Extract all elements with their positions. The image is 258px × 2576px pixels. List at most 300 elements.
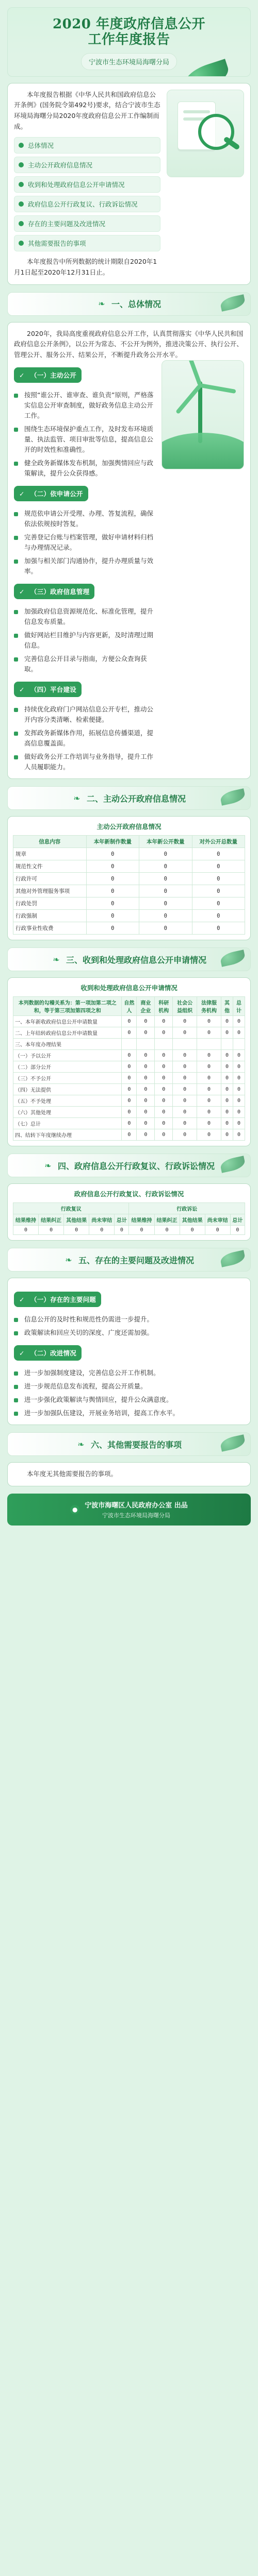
table-cell: 0 [173, 1129, 197, 1141]
intro-paragraph-2: 本年度报告中所列数据的统计期限自2020年1月1日起至2020年12月31日止。 [14, 258, 157, 276]
bullet-icon [14, 394, 18, 398]
table-cell [221, 1039, 233, 1050]
table-cell: 0 [221, 1084, 233, 1095]
toc-item[interactable] [14, 137, 160, 154]
table-cell: 0 [129, 1226, 154, 1235]
table-cell: 0 [197, 1050, 221, 1061]
bullet-list [14, 509, 155, 577]
table-cell: 三、本年度办理结果 [13, 1039, 122, 1050]
section-6-card [7, 1462, 251, 1486]
list-item [14, 654, 155, 674]
table-cell: 0 [180, 1226, 205, 1235]
leaf-icon [181, 59, 232, 77]
table-row [13, 1061, 245, 1073]
table-cell: 0 [155, 1061, 173, 1073]
table-cell: 0 [233, 1107, 245, 1118]
location-pin-icon: ● [70, 1505, 79, 1514]
table-cell: （三）不予公开 [13, 1073, 122, 1084]
table-cell: 0 [197, 1129, 221, 1141]
toc-item[interactable] [14, 215, 160, 232]
list-text: 进一步加强队伍建设，开展业务培训，提高工作水平。 [24, 1409, 180, 1417]
table-cell: 0 [137, 1107, 155, 1118]
table-cell: 0 [86, 873, 139, 885]
leaf-icon [219, 950, 246, 967]
table-cell: （二）部分公开 [13, 1061, 122, 1073]
table-cell: 0 [137, 1129, 155, 1141]
table-cell: 0 [13, 1226, 39, 1235]
table-cell: 0 [122, 1129, 137, 1141]
table-cell: 一、本年新收政府信息公开申请数量 [13, 1016, 122, 1027]
table-cell: 0 [39, 1226, 64, 1235]
table-cell: 0 [192, 910, 245, 922]
table-cell: 0 [197, 1107, 221, 1118]
table-row [13, 1016, 245, 1027]
list-text: 做好网站栏目维护与内容更新，及时清理过期信息。 [24, 631, 154, 650]
table-row [13, 1073, 245, 1084]
section-title: 五、存在的主要问题及改进情况 [78, 1255, 194, 1265]
turbine-blade-icon [186, 360, 202, 386]
bullet-icon [19, 221, 24, 226]
bullet-icon [19, 182, 24, 187]
table-cell [173, 1039, 197, 1050]
table-subheader: 结果纠正 [39, 1214, 64, 1226]
section-2-table-card [7, 816, 251, 940]
table-cell [197, 1039, 221, 1050]
page-title-line1: 2020 年度政府信息公开 [53, 16, 205, 32]
list-text: 健全政务新媒体发布机制，加强舆情回应与政策解读，提升公众获得感。 [24, 459, 154, 478]
table-cell: 0 [139, 922, 192, 935]
table-cell: 0 [173, 1084, 197, 1095]
table-cell: 0 [173, 1095, 197, 1107]
leaf-icon [219, 1250, 246, 1267]
intro-card [7, 83, 251, 285]
table-cell: 0 [122, 1095, 137, 1107]
bullet-list [14, 390, 155, 479]
table-cell: 0 [221, 1107, 233, 1118]
table-cell: 0 [192, 897, 245, 910]
table-cell: 0 [155, 1073, 173, 1084]
table-cell: 0 [86, 910, 139, 922]
section-banner-3 [7, 947, 251, 971]
table-cell: （六）其他处理 [13, 1107, 122, 1118]
table-cell: 其他对外管理服务事项 [13, 885, 87, 897]
table-header: 商业企业 [137, 997, 155, 1016]
table-header: 本年新制作数量 [86, 836, 139, 848]
bullet-icon [14, 536, 18, 540]
table-cell [233, 1039, 245, 1050]
subheading-label: （三）政府信息管理 [30, 588, 90, 596]
check-icon: ✓ [19, 371, 25, 380]
table-cell: 行政处罚 [13, 897, 87, 910]
footer-line-1: 宁波市海曙区人民政府办公室 出品 [85, 1502, 188, 1510]
table-cell: 0 [173, 1016, 197, 1027]
section-1-left [14, 360, 155, 772]
proactive-disclosure-table [13, 835, 245, 935]
list-text: 进一步规范信息发布流程，提高公开质量。 [24, 1382, 147, 1391]
leaf-icon: ❧ [98, 299, 105, 309]
subheading [14, 1292, 101, 1307]
list-text: 加强政府信息资源规范化、标准化管理，提升信息发布质量。 [24, 607, 154, 626]
section-1-paragraph: 2020年，我局高度重视政府信息公开工作，认真贯彻落实《中华人民共和国政府信息公开条例》，以公开为常态、不公开为例外，推进决策公开、执行公开、管理公开、服务公开、结果公开，不断提升政务公开水平。 [14, 329, 244, 359]
toc-label: 存在的主要问题及改进情况 [28, 220, 106, 228]
wind-turbine-illustration [162, 360, 244, 469]
table-cell: 0 [233, 1016, 245, 1027]
table-cell: 0 [233, 1027, 245, 1039]
toc-item[interactable] [14, 196, 160, 212]
list-text: 围绕生态环境保护重点工作，及时发布环境质量、执法监管、项目审批等信息，提高信息公开的时效性和准确性。 [24, 425, 154, 454]
list-item [14, 390, 155, 421]
list-item [14, 728, 155, 749]
table-row [13, 1129, 245, 1141]
table-cell: 0 [233, 1129, 245, 1141]
table-subheader: 结果维持 [13, 1214, 39, 1226]
section-title: 一、总体情况 [111, 299, 161, 310]
table-cell: 0 [154, 1226, 180, 1235]
subheading [14, 367, 82, 383]
table-subheader: 结果维持 [129, 1214, 154, 1226]
bullet-icon [14, 634, 18, 638]
list-text: 完善信息公开目录与指南，方便公众查询获取。 [24, 655, 147, 673]
section-title: 四、政府信息公开行政复议、行政诉讼情况 [57, 1161, 215, 1171]
list-text: 持续优化政府门户网站信息公开专栏，推动公开内容分类清晰、检索便捷。 [24, 705, 154, 724]
subheading-label: （一）主动公开 [30, 371, 76, 380]
table-cell: 0 [122, 1107, 137, 1118]
table-cell: 0 [139, 848, 192, 860]
section-3-table-card [7, 977, 251, 1146]
table-cell: 0 [197, 1084, 221, 1095]
table-cell: 0 [192, 860, 245, 873]
table-cell: （一）予以公开 [13, 1050, 122, 1061]
list-item [14, 458, 155, 479]
hill-icon [162, 433, 244, 469]
toc-label: 其他需要报告的事项 [28, 240, 86, 248]
table-subheader: 总计 [115, 1214, 129, 1226]
table-cell: 行政事业性收费 [13, 922, 87, 935]
leaf-icon [219, 1435, 246, 1452]
table-row [13, 1118, 245, 1129]
table-cell: 四、结转下年度继续办理 [13, 1129, 122, 1141]
check-icon: ✓ [19, 1349, 25, 1358]
toc-label: 主动公开政府信息情况 [28, 161, 93, 170]
table-cell: 0 [86, 860, 139, 873]
bullet-icon [14, 755, 18, 759]
list-item [14, 1328, 244, 1338]
table-header-row [13, 836, 245, 848]
table-cell [122, 1039, 137, 1050]
table-cell: 0 [173, 1118, 197, 1129]
table-cell: 0 [221, 1027, 233, 1039]
section-5-card [7, 1278, 251, 1425]
subheading [14, 1345, 82, 1361]
table-title: 政府信息公开行政复议、行政诉讼情况 [74, 1190, 184, 1198]
list-item [14, 424, 155, 455]
table-cell: 0 [197, 1073, 221, 1084]
table-cell: 0 [139, 873, 192, 885]
table-cell: 0 [137, 1073, 155, 1084]
publisher-name: 宁波市生态环境局海曙分局 [88, 58, 169, 66]
table-cell: 0 [155, 1107, 173, 1118]
table-cell: 0 [197, 1016, 221, 1027]
table-row [13, 1095, 245, 1107]
table-cell: 0 [233, 1061, 245, 1073]
table-cell: 0 [197, 1118, 221, 1129]
subheading [14, 584, 94, 599]
table-cell: 0 [221, 1061, 233, 1073]
table-cell: 0 [230, 1226, 245, 1235]
table-header: 其他 [221, 997, 233, 1016]
check-icon: ✓ [19, 490, 25, 498]
table-cell: 二、上年结转政府信息公开申请数量 [13, 1027, 122, 1039]
table-subheader: 总计 [230, 1214, 245, 1226]
table-cell: 0 [122, 1027, 137, 1039]
leaf-icon: ❧ [44, 1160, 52, 1171]
table-cell: 0 [192, 848, 245, 860]
toc-label: 收到和处理政府信息公开申请情况 [28, 181, 125, 189]
list-item [14, 532, 155, 553]
table-row [13, 1050, 245, 1061]
table-cell: 0 [221, 1129, 233, 1141]
footer-text [85, 1500, 188, 1519]
leaf-icon: ❧ [65, 1255, 72, 1265]
leaf-icon [219, 789, 246, 806]
table-header: 科研机构 [155, 997, 173, 1016]
list-text: 进一步强化政策解读与舆情回应，提升公众满意度。 [24, 1396, 173, 1404]
toc-item[interactable] [14, 235, 160, 251]
page-title-line2: 工作年度报告 [88, 31, 170, 47]
section-1-two-col [14, 360, 244, 772]
subheading-label: （二）依申请公开 [30, 490, 83, 498]
bullet-icon [14, 610, 18, 614]
bullet-icon [14, 657, 18, 662]
table-header: 信息内容 [13, 836, 87, 848]
table-cell: 0 [233, 1073, 245, 1084]
list-item [14, 606, 155, 627]
table-cell: 0 [221, 1050, 233, 1061]
section-banner-4 [7, 1154, 251, 1177]
table-row [13, 1084, 245, 1095]
section-banner-6 [7, 1432, 251, 1456]
list-text: 规范依申请公开受理、办理、答复流程，确保依法依规按时答复。 [24, 510, 154, 528]
table-header: 社会公益组织 [173, 997, 197, 1016]
table-cell [155, 1039, 173, 1050]
section-banner-2 [7, 786, 251, 810]
toc-item[interactable] [14, 176, 160, 193]
table-cell: 0 [155, 1129, 173, 1141]
table-header-row [13, 1203, 245, 1214]
table-header: 总计 [233, 997, 245, 1016]
appeals-table [13, 1202, 245, 1235]
table-cell: 0 [173, 1107, 197, 1118]
table-cell: 0 [197, 1027, 221, 1039]
table-row [13, 873, 245, 885]
section-4-table-card [7, 1183, 251, 1241]
table-cell: 规范性文件 [13, 860, 87, 873]
table-cell: 规章 [13, 848, 87, 860]
table-cell: 0 [155, 1027, 173, 1039]
table-cell: 0 [139, 885, 192, 897]
table-cell: 0 [139, 897, 192, 910]
bullet-icon [19, 201, 24, 207]
section-1-card [7, 322, 251, 779]
list-text: 做好政务公开工作培训与业务指导，提升工作人员履职能力。 [24, 753, 154, 771]
table-subheader: 其他结果 [64, 1214, 89, 1226]
table-title: 收到和处理政府信息公开申请情况 [80, 984, 178, 992]
subheading-label: （一）存在的主要问题 [30, 1296, 96, 1304]
bullet-icon [14, 1412, 18, 1416]
requests-table [13, 996, 245, 1141]
bullet-icon [14, 708, 18, 712]
table-cell: 0 [155, 1050, 173, 1061]
table-cell: 0 [197, 1095, 221, 1107]
table-cell: 0 [86, 922, 139, 935]
section-banner-5 [7, 1248, 251, 1272]
table-header: 本列数据的勾稽关系为：第一项加第二项之和，等于第三项加第四项之和 [13, 997, 122, 1016]
table-cell: 0 [221, 1016, 233, 1027]
list-item [14, 1368, 244, 1378]
table-row [13, 1027, 245, 1039]
table-cell: 0 [122, 1084, 137, 1095]
table-title: 主动公开政府信息情况 [96, 823, 162, 831]
table-cell: 0 [122, 1118, 137, 1129]
toc-item[interactable] [14, 157, 160, 173]
list-text: 进一步加强制度建设，完善信息公开工作机制。 [24, 1369, 160, 1377]
table-header: 对外公开总数量 [192, 836, 245, 848]
subheading-label: （二）改进情况 [30, 1349, 76, 1358]
list-item [14, 704, 155, 725]
table-cell: 0 [233, 1084, 245, 1095]
subheading [14, 682, 82, 697]
bullet-icon [14, 512, 18, 516]
check-icon: ✓ [19, 588, 25, 596]
bullet-icon [14, 1331, 18, 1335]
table-row [13, 885, 245, 897]
table-cell: 0 [64, 1226, 89, 1235]
table-header: 行政诉讼 [129, 1203, 245, 1214]
table-cell: 0 [197, 1061, 221, 1073]
table-cell: 0 [115, 1226, 129, 1235]
table-cell: 0 [139, 910, 192, 922]
list-item [14, 1408, 244, 1418]
turbine-blade-icon [200, 383, 236, 394]
table-cell: 行政许可 [13, 873, 87, 885]
table-cell: 0 [155, 1084, 173, 1095]
leaf-icon: ❧ [53, 954, 60, 964]
table-cell: 0 [173, 1061, 197, 1073]
table-cell: 行政强制 [13, 910, 87, 922]
table-row [13, 897, 245, 910]
table-cell: 0 [86, 885, 139, 897]
bullet-list [14, 704, 155, 772]
table-header-row [13, 997, 245, 1016]
table-cell: 0 [137, 1118, 155, 1129]
bullet-icon [14, 1385, 18, 1389]
list-text: 政策解读和回应关切的深度、广度还需加强。 [24, 1329, 154, 1337]
intro-text [14, 90, 160, 278]
list-text: 完善登记台账与档案管理，做好申请材料归档与办理情况记录。 [24, 533, 154, 552]
section-6-paragraph: 本年度无其他需要报告的事项。 [27, 1470, 118, 1478]
table-row [13, 1107, 245, 1118]
footer [7, 1494, 251, 1526]
table-row [13, 910, 245, 922]
table-cell: 0 [233, 1095, 245, 1107]
table-cell: 0 [137, 1027, 155, 1039]
list-text: 按照“谁公开、谁审查、谁负责”原则，严格落实信息公开审查制度，做好政务信息主动公开工作。 [24, 391, 154, 420]
table-subheader: 尚未审结 [89, 1214, 115, 1226]
table-cell: 0 [139, 860, 192, 873]
table-cell: 0 [221, 1095, 233, 1107]
bullet-icon [19, 143, 24, 148]
table-row [13, 922, 245, 935]
table-row [13, 860, 245, 873]
table-subheader: 尚未审结 [205, 1214, 230, 1226]
list-item [14, 1395, 244, 1405]
toc-label: 政府信息公开行政复议、行政诉讼情况 [28, 200, 138, 209]
table-cell: 0 [192, 873, 245, 885]
list-text: 加强与相关部门沟通协作，提升办理质量与效率。 [24, 557, 154, 575]
list-item [14, 752, 155, 772]
table-cell: 0 [89, 1226, 115, 1235]
subheading-label: （四）平台建设 [30, 686, 76, 694]
section-title: 三、收到和处理政府信息公开申请情况 [66, 955, 206, 965]
table-cell [137, 1039, 155, 1050]
list-item [14, 1314, 244, 1325]
table-cell: 0 [86, 848, 139, 860]
table-cell: 0 [137, 1016, 155, 1027]
leaf-decoration [168, 54, 251, 77]
table-header: 行政复议 [13, 1203, 129, 1214]
section-title: 六、其他需要报告的事项 [90, 1439, 182, 1450]
bullet-icon [14, 732, 18, 736]
intro-grid [14, 90, 244, 278]
table-cell: 0 [122, 1061, 137, 1073]
table-cell: 0 [233, 1118, 245, 1129]
report-header [7, 7, 251, 77]
table-cell: （七）总计 [13, 1118, 122, 1129]
table-cell: 0 [205, 1226, 230, 1235]
table-cell: 0 [137, 1095, 155, 1107]
leaf-icon [219, 294, 246, 311]
table-cell: 0 [122, 1050, 137, 1061]
section-title: 二、主动公开政府信息情况 [86, 793, 186, 804]
table-cell: 0 [155, 1118, 173, 1129]
table-header: 法律服务机构 [197, 997, 221, 1016]
table-cell: 0 [137, 1050, 155, 1061]
leaf-icon [219, 1156, 246, 1173]
bullet-icon [14, 1371, 18, 1376]
table-cell: 0 [173, 1027, 197, 1039]
table-header: 本年新公开数量 [139, 836, 192, 848]
section-banner-1 [7, 292, 251, 316]
table-cell: （五）不予处理 [13, 1095, 122, 1107]
bullet-icon [14, 428, 18, 432]
table-cell: 0 [122, 1073, 137, 1084]
list-item [14, 630, 155, 651]
publisher-chip [81, 53, 177, 70]
bullet-icon [14, 462, 18, 466]
bullet-icon [19, 241, 24, 246]
list-item [14, 1381, 244, 1392]
list-item [14, 556, 155, 577]
table-row [13, 1226, 245, 1235]
toc-label: 总体情况 [28, 142, 54, 150]
bullet-icon [14, 1398, 18, 1402]
table-subheader: 其他结果 [180, 1214, 205, 1226]
intro-paragraph-1: 本年度报告根据《中华人民共和国政府信息公开条例》(国务院令第492号)要求，结合宁波市生态环境局海曙分局2020年度政府信息公开工作编制而成。 [14, 90, 160, 130]
table-cell: 0 [221, 1118, 233, 1129]
bullet-icon [14, 1318, 18, 1322]
table-header: 自然人 [122, 997, 137, 1016]
check-icon: ✓ [19, 1296, 25, 1304]
